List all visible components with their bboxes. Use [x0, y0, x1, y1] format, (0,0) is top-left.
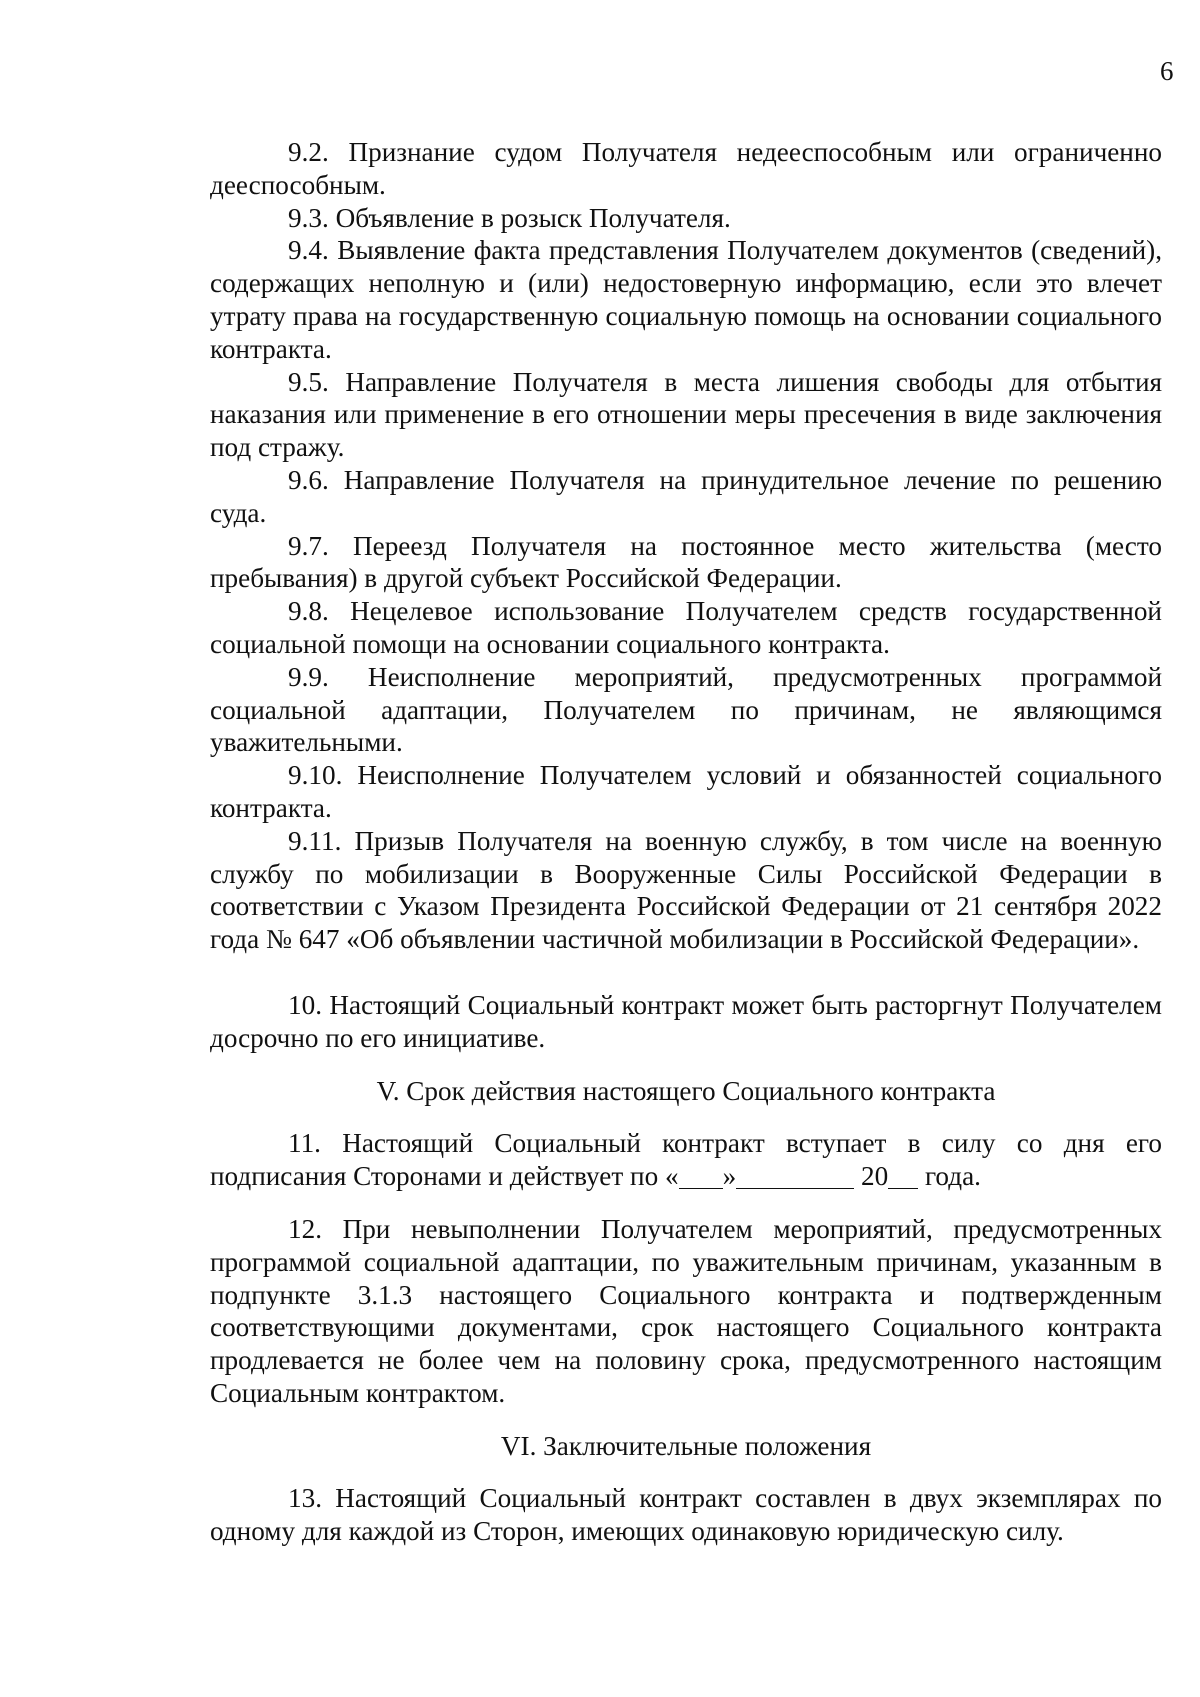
clause-9-8: 9.8. Нецелевое использование Получателем средств государственной социальной помощи на основании социального контракта.: [210, 596, 1162, 659]
clause-10: 10. Настоящий Социальный контракт может быть расторгнут Получателем досрочно по его инициативе.: [210, 989, 1162, 1053]
section-v-heading: V. Срок действия настоящего Социального контракта: [376, 1075, 996, 1106]
clause-9-7: 9.7. Переезд Получателя на постоянное место жительства (место пребывания) в другой субъект Российской Федерации.: [210, 530, 1162, 594]
clause-9-4: 9.4. Выявление факта представления Получателем документов (сведений), содержащих неполную и (или) недостоверную информацию, если это влечет утрату права на государственную социальную помощь на основании социального контракта.: [210, 235, 1162, 364]
clause-9-9: 9.9. Неисполнение мероприятий, предусмотренных программой социальной адаптации, Получателем по причинам, не являющимся уважительными.: [210, 661, 1162, 758]
clause-9-6: 9.6. Направление Получателя на принудительное лечение по решению суда.: [210, 464, 1162, 528]
clause-9-11: 9.11. Призыв Получателя на военную службу, в том числе на военную службу по мобилизации в Вооруженные Силы Российской Федерации в соответствии с Указом Президента Российской Федерации от 21 сентября 2022 года № 647 «Об объявлении частичной мобилизации в Российской Федерации».: [210, 825, 1162, 955]
clause-13: 13. Настоящий Социальный контракт составлен в двух экземплярах по одному для каждой из Сторон, имеющих одинаковую юридическую силу.: [210, 1483, 1162, 1547]
page-number: 6: [1160, 56, 1174, 86]
clause-9-5: 9.5. Направление Получателя в места лишения свободы для отбытия наказания или применение в его отношении меры пресечения в виде заключения под стражу.: [210, 366, 1162, 463]
day-blank: [679, 1166, 723, 1189]
clause-11-start: 11. Настоящий Социальный контракт вступает в силу со дня его подписания Сторонами и действует по «: [210, 1128, 1162, 1192]
clause-11: [210, 1127, 1162, 1193]
clause-9-3: 9.3. Объявление в розыск Получателя.: [288, 202, 731, 233]
year-blank: [888, 1166, 918, 1189]
clause-11-mid: »: [722, 1161, 737, 1192]
clause-9-2: 9.2. Признание судом Получателя недееспособным или ограниченно дееспособным.: [210, 137, 1162, 200]
clause-12: 12. При невыполнении Получателем мероприятий, предусмотренных программой социальной адаптации, по уважительным причинам, указанным в подпункте 3.1.3 настоящего Социального контракта и подтвержденным соответствующими документами, срок настоящего Социального контракта продлевается не более чем на половину срока, предусмотренного настоящим Социальным контрактом.: [210, 1213, 1162, 1408]
clause-9-10: 9.10. Неисполнение Получателем условий и обязанностей социального контракта.: [210, 760, 1162, 823]
section-vi-heading: VI. Заключительные положения: [500, 1430, 872, 1461]
month-blank: [736, 1166, 854, 1189]
clause-11-end: года.: [918, 1161, 981, 1192]
document-body: [210, 136, 1162, 1548]
clause-11-year: 20: [854, 1161, 889, 1192]
